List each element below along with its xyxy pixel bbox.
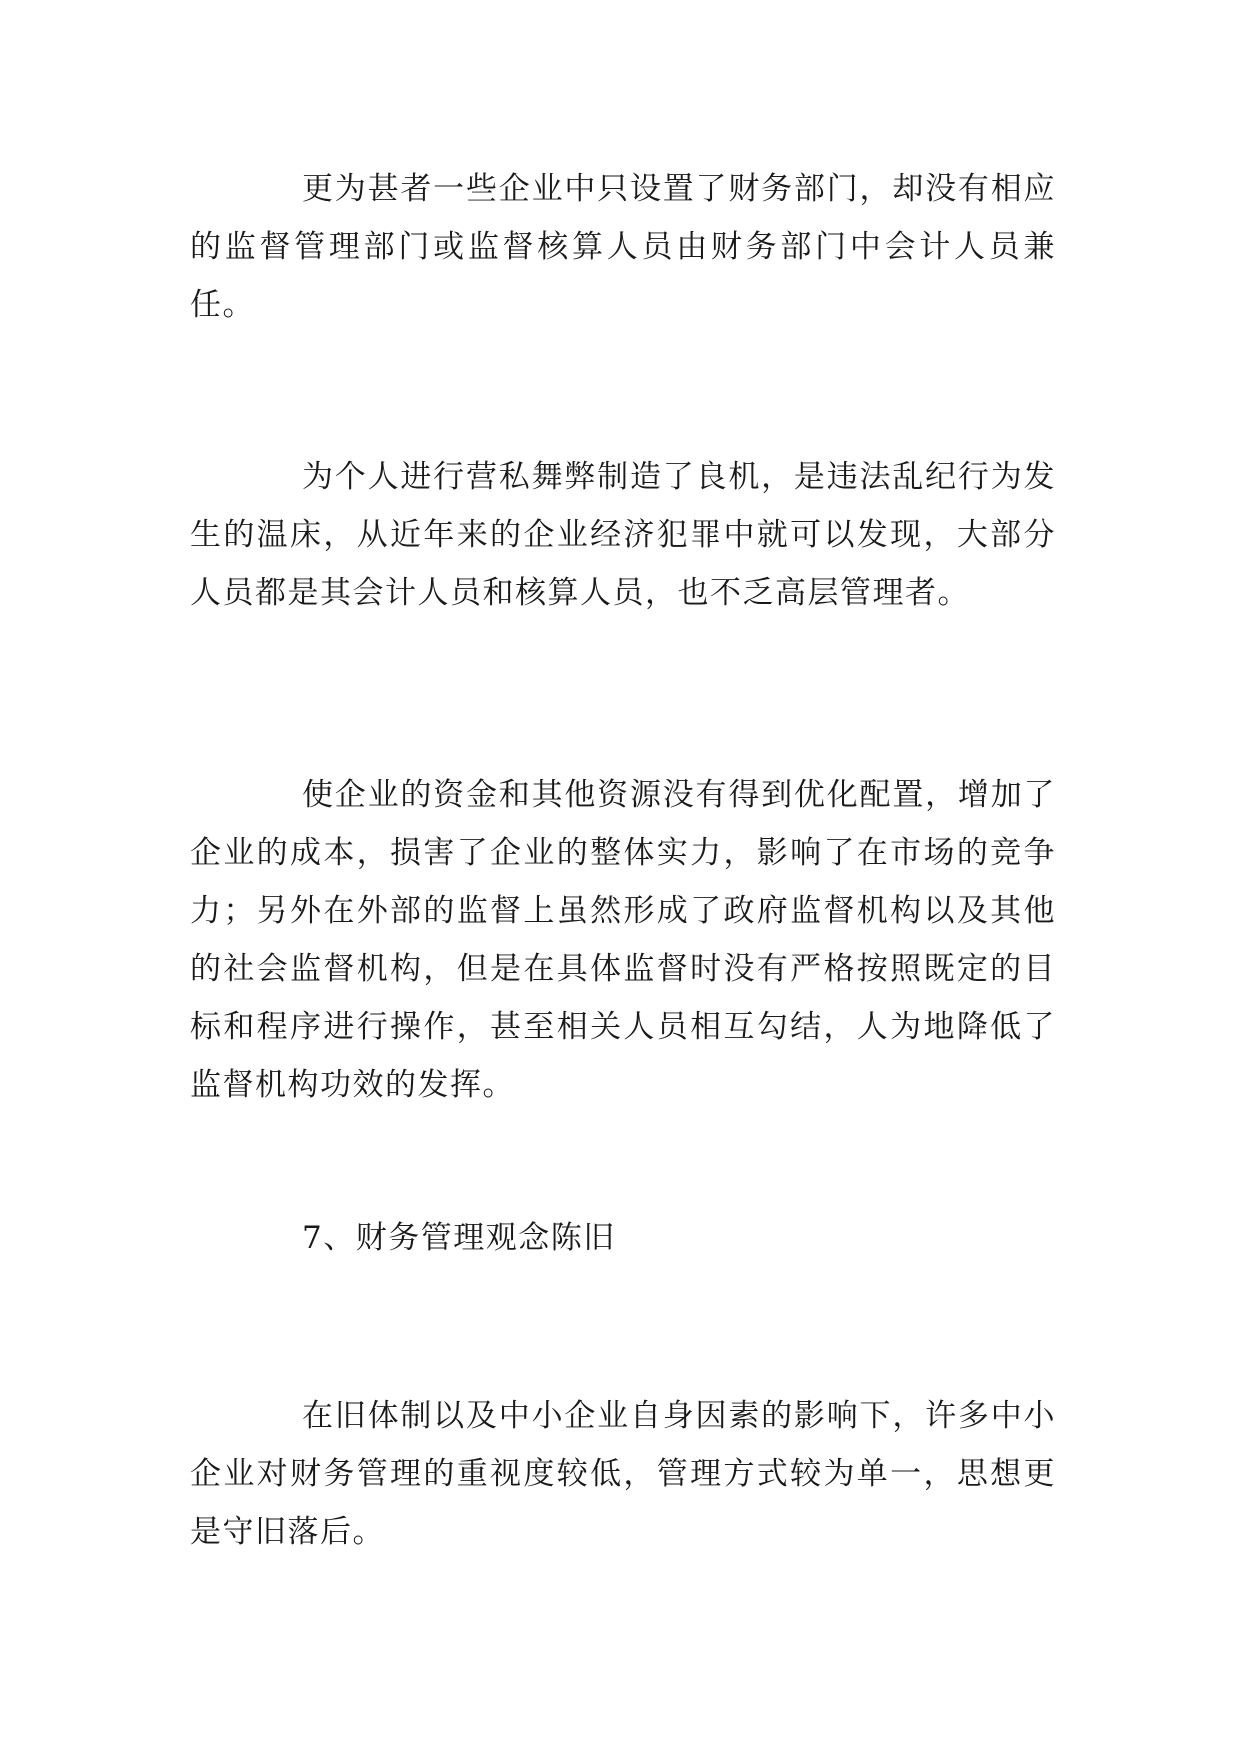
paragraph-2: 为个人进行营私舞弊制造了良机，是违法乱纪行为发生的温床，从近年来的企业经济犯罪中就可以发现，大部分人员都是其会计人员和核算人员，也不乏高层管理者。: [190, 459, 1056, 611]
paragraph-3: 使企业的资金和其他资源没有得到优化配置，增加了企业的成本，损害了企业的整体实力，影响了在市场的竞争力；另外在外部的监督上虽然形成了政府监督机构以及其他的社会监督机构，但是在具体监督时没有严格按照既定的目标和程序进行操作，甚至相关人员相互勾结，人为地降低了监督机构功效的发挥。: [190, 777, 1056, 1103]
paragraph-1: 更为甚者一些企业中只设置了财务部门，却没有相应的监督管理部门或监督核算人员由财务部门中会计人员兼任。: [190, 171, 1056, 323]
section-heading: 7、财务管理观念陈旧: [302, 1220, 616, 1256]
paragraph-4: 在旧体制以及中小企业自身因素的影响下，许多中小企业对财务管理的重视度较低，管理方式较为单一，思想更是守旧落后。: [190, 1398, 1056, 1550]
